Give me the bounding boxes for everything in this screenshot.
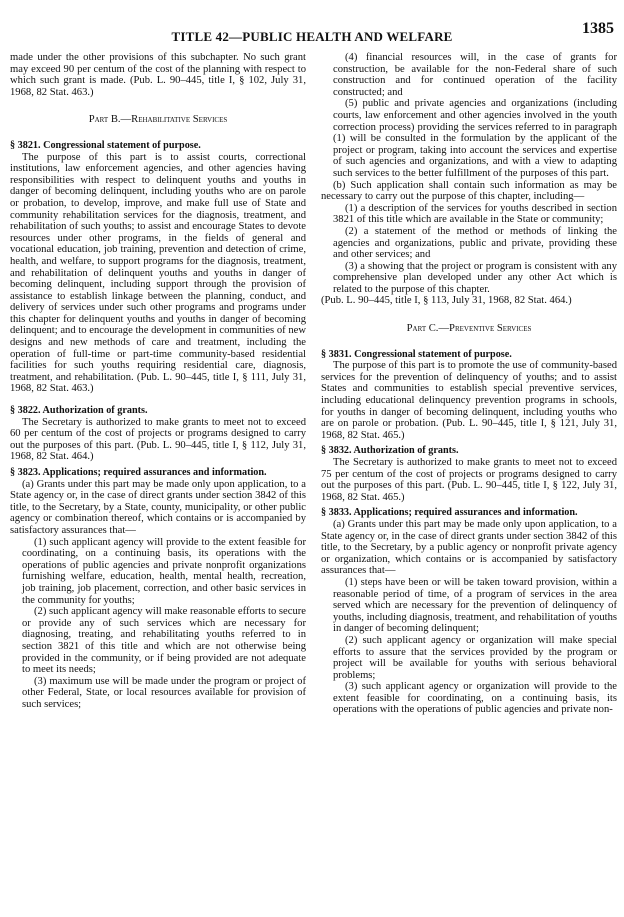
section-3833-subsection-a: (a) Grants under this part may be made only upon application, to a State agency or, in the case of direct grants under section 3842 of this title, to the Secretary, by a public agency or nonprofit private agency or organization, which contains or is accompanied by satisfactory assurances that— [321,518,617,577]
section-heading-text: § 3821. Congressional statement of purpose. [10,139,201,151]
section-3822-heading [10,405,306,417]
section-3833-item-1: (1) steps have been or will be taken toward provision, within a reasonable period of time, of a program of services in the area served which are necessary for the prevention of delinquency of youths, including diagnosis, treatment, and rehabilitation of youths in danger of becoming delinquent; [333,576,617,635]
section-heading-text: § 3823. Applications; required assurances and information. [10,467,267,478]
section-3822-body: The Secretary is authorized to make grants to meet not to exceed 60 per centum of the cost of projects or programs designed to carry out the purposes of this part. (Pub. L. 90–445, title I, § 112, July 31, 1968, 82 Stat. 464.) [10,416,306,463]
running-title: TITLE 42—PUBLIC HEALTH AND WELFARE [171,29,453,44]
page-header [0,0,624,44]
section-3832-body: The Secretary is authorized to make grants to meet not to exceed 75 per centum of the cost of projects or programs designed to carry out the purposes of this part. (Pub. L. 90–445, title I, § 122, July 31, 1968, 82 Stat. 465.) [321,457,617,503]
section-3823-b-item-2: (2) a statement of the method or methods of linking the agencies and organizations, public and private, providing these and other services; and [333,225,617,261]
section-3831-body: The purpose of this part is to promote the use of community-based services for the prevention of delinquency of youths; and to assist States and communities to establish special preventive services, including educational delinquency prevention programs in schools, for youths in danger of becoming delinquent, including youths who are on parole or probation. (Pub. L. 90–445, title I, § 121, July 31, 1968, 82 Stat. 465.) [321,360,617,441]
right-column [321,52,617,716]
left-column [10,52,306,710]
section-3823-subsection-b: (b) Such application shall contain such information as may be necessary to carry out the purpose of this chapter, including— [321,179,617,203]
section-3823-item-2: (2) such applicant agency will make reasonable efforts to secure or provide any of such services which are necessary for diagnosing, treating, and rehabilitating youths referred to in section 3821 of this title and which are not otherwise being provided in the community, or if being provided are not adequate to meet its needs; [22,606,306,676]
section-heading-text: § 3832. Authorization of grants. [321,445,459,457]
section-3823-subsection-a: (a) Grants under this part may be made only upon application, to a State agency or, in the case of direct grants under section 3842 of this title, to the Secretary, by a State, county, municipality, or other public agency or combination thereof, which contains or is accompanied by satisfactory assurances that— [10,478,306,536]
section-3823-b-item-3: (3) a showing that the project or program is consistent with any comprehensive plan developed under any other Act which is related to the purpose of this chapter. [333,260,617,295]
section-3833-heading [321,507,617,519]
section-heading-text: § 3833. Applications; required assurances and information. [321,507,578,519]
section-3823-b-item-1: (1) a description of the services for youths described in section 3821 of this title which are available in the State or community; [333,202,617,226]
section-3821-heading [10,140,306,152]
section-3823-item-3: (3) maximum use will be made under the program or project of other Federal, State, or local resources available for provision of such services; [22,675,306,710]
section-3821-body: The purpose of this part is to assist courts, correctional institutions, law enforcement agencies, and other agencies having responsibilities with respect to delinquent youths and youths in danger of becoming delinquent, including youths who are on parole or probation, to develop, improve, and make full use of State and community rehabilitation services for the diagnosis, treatment, and rehabilitation of such youths; to assist and encourage States to devote resources under other programs, in the fields of general and vocational education, job training, prevention and detection of crime, health, and welfare, to support programs for the diagnosis, treatment, and rehabilitation of delinquent youths and youths in danger of becoming delinquent, including support through the provision of assistance to establish linkage between the planning, conduct, and delivery of services under such other programs and programs under this chapter for delinquent youths and youths in danger of becoming delinquent; and to encourage the development in communities of new designs and new methods of care and treatment, including the operation of full-time or part-time community-based residential facilities for such youths requiring residential care, diagnosis, treatment, and rehabilitation. (Pub. L. 90–445, title I, § 111, July 31, 1968, 82 Stat. 463.) [10,151,306,395]
section-3831-heading [321,349,617,361]
part-c-heading: Part C.—Preventive Services [406,323,532,335]
paragraph-continued: made under the other provisions of this subchapter. No such grant may exceed 90 per centum of the cost of the planning with respect to which such grant is made. (Pub. L. 90–445, title I, § 102, July 31, 1968, 82 Stat. 463.) [10,52,306,98]
section-3833-item-3: (3) such applicant agency or organization will provide to the extent feasible for coordinating, on a continuing basis, its operations with the operations of public agencies and private non- [333,681,617,716]
section-3832-heading [321,445,617,457]
part-b-heading: Part B.—Rehabilitative Services [88,114,228,126]
section-3823-item-5: (5) public and private agencies and organizations (including courts, law enforcement and other agencies involved in the youth correction process) providing the services referred to in paragraph (1) will be consulted in the formulation by the applicant of the project or program, taking into account the services and expertise of such agencies and organizations, and with a view to adapting such services to the better fulfillment of the purposes of this part. [333,98,617,179]
section-3823-heading [10,467,306,479]
section-3833-item-2: (2) such applicant agency or organization will make special efforts to assure that the services provided by the program or project will be available for youths with serious behavioral problems; [333,634,617,681]
section-3823-item-4: (4) financial resources will, in the case of grants for construction, be available for the non-Federal share of such construction and for continued operation of the facility constructed; and [333,52,617,98]
section-heading-text: § 3831. Congressional statement of purpose. [321,348,512,360]
section-3823-citation: (Pub. L. 90–445, title I, § 113, July 31, 1968, 82 Stat. 464.) [321,295,572,307]
section-heading-text: § 3822. Authorization of grants. [10,405,148,417]
page-number: 1385 [582,20,614,37]
section-3823-item-1: (1) such applicant agency will provide to the extent feasible for coordinating, on a continuing basis, its operations with the operations of public agencies and private nonprofit organizations furnishing welfare, education, health, mental health, recreation, job training, job placement, correction, and other basic services in the community for youths; [22,536,306,606]
